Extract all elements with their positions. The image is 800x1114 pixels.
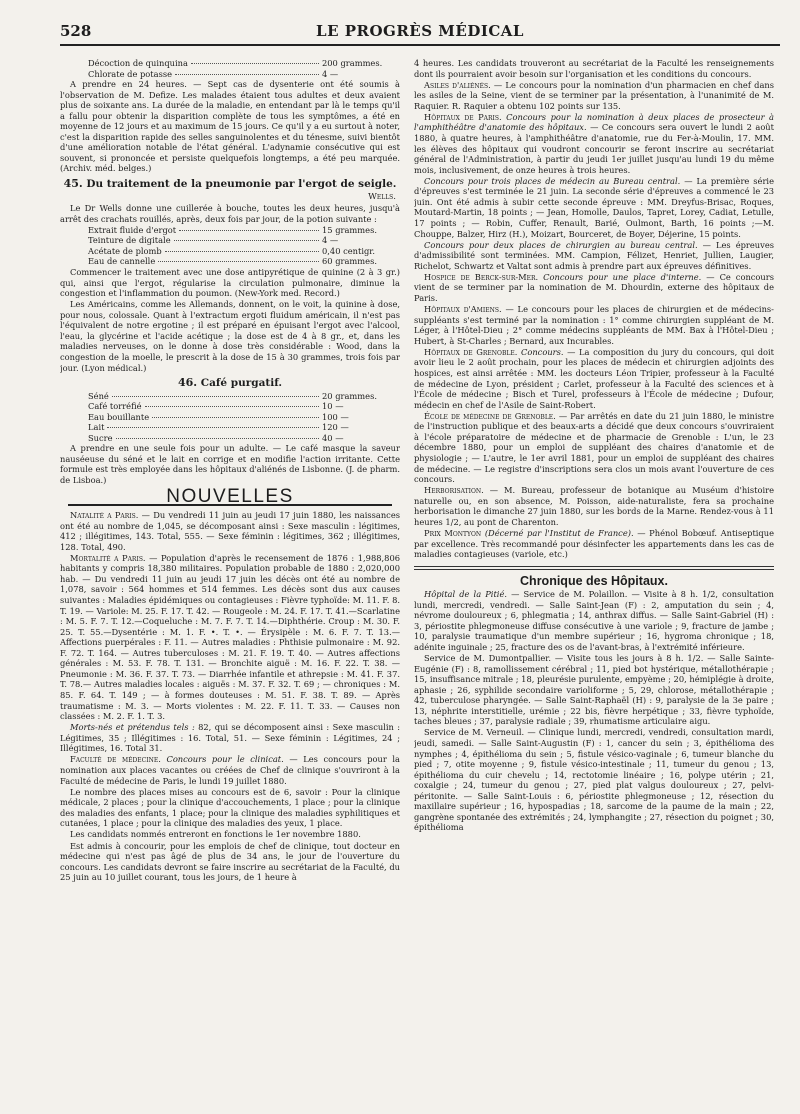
- right-column: [414, 58, 774, 1108]
- news-item: Le nombre des places mises au concours est de 6, savoir : Pour la clinique médicale, 2 places ; pour la clinique d'accouchements, 1 place ; pour la clinique des maladies des enfants, 1 place; pour la clinique des maladies syphilitiques et cutanées, 1 place ; pour la clinique des maladies des yeux, 1 place.: [60, 786, 400, 829]
- news-item: Hôpitaux d'Amiens. — Le concours pour les places de chirurgien et de médecins-suppléants s'est terminé par la nomination : 1° comme chirurgien suppléant de M. Léger, à l'Hôtel-Dieu ; 2° comme médecins suppléants de MM. Bax à l'Hôtel-Dieu ; Hubert, à St-Charles ; Bernard, aux Incurables.: [414, 304, 774, 346]
- paragraph: A prendre en 24 heures. — Sept cas de dysenterie ont été soumis à l'observation de M. Defize. Les malades étaient tous adultes et deux avaient plus de soixante ans. La durée de la maladie, en entendant par là le temps qu'il a fallu pour obtenir la disparition complète de tous les symptômes, a été en moyenne de 12 jours et au maximum de 15 jours. Ce qu'il y a eu surtout à noter, c'est la disparition rapide des selles sanguinolentes et du ténesme, suivi bientôt d'une amélioration notable de l'état général. L'adynamie consécutive qui est souvent, si prononcée et persiste quelquefois longtemps, a été peu marquée. (Archiv. méd. belges.): [60, 79, 400, 174]
- news-item: Natalité a Paris. — Du vendredi 11 juin au jeudi 17 juin 1880, les naissances ont été au nombre de 1,045, se décomposant ainsi : Sexe masculin : légitimes, 412 ; illégitimes, 143. Total, 555. — Sexe féminin : légitimes, 362 ; illégitimes, 128. Total, 490.: [60, 510, 400, 552]
- news-item: Morts-nés et prétendus tels : 82, qui se décomposent ainsi : Sexe masculin : Légitimes, 35 ; Illégitimes : 16. Total, 51. — Sexe féminin : Légitimes, 24 ; Illégitimes, 16. Total 31.: [60, 722, 400, 754]
- recipe-line: Chlorate de potasse 4 —: [88, 68, 339, 79]
- section-heading-45: 45. Du traitement de la pneumonie par l'ergot de seigle.: [63, 177, 397, 191]
- recipe-line: Séné 20 grammes.: [88, 390, 377, 401]
- news-item: Les candidats nommés entreront en fonctions le 1er novembre 1880.: [70, 829, 361, 840]
- recipe-1: [60, 58, 400, 79]
- paragraph: Commencer le traitement avec une dose antipyrétique de quinine (2 à 3 gr.) qui, ainsi que l'ergot, régularise la circulation pulmonaire, diminue la congestion et l'inflammation du poumon. (New-York med. Record.): [60, 266, 400, 299]
- chronique-title: Chronique des Hôpitaux.: [520, 573, 668, 588]
- recipe-3: [60, 391, 400, 444]
- section-author: Wells.: [368, 191, 396, 202]
- news-item: Concours pour deux places de chirurgien au bureau central. — Les épreuves d'admissibilité sont terminées. MM. Campion, Félizet, Henriet, Jullien, Laugier, Richelot, Schwartz et Valtat sont admis à prendre part aux épreuves définitives.: [414, 239, 774, 271]
- recipe-line: Sucre 40 —: [88, 432, 344, 443]
- recipe-line: Acétate de plomb 0,40 centigr.: [88, 245, 376, 256]
- recipe-line: Teinture de digitale 4 —: [88, 235, 339, 246]
- recipe-line: Décoction de quinquina 200 grammes.: [88, 58, 383, 68]
- news-item: 4 heures. Les candidats trouveront au secrétariat de la Faculté les renseignements dont ils pourraient avoir besoin sur l'organisation et les conditions du concours.: [414, 58, 774, 79]
- left-column: [60, 58, 400, 1108]
- paragraph: A prendre en une seule fois pour un adulte. — Le café masque la saveur nauséeuse du séné et le lait en corrige et en modifie l'action irritante. Cette formule est très employée dans les hôpitaux d'aliénés de Lisbonne. (J. de pharm. de Lisboa.): [60, 443, 400, 485]
- running-header: [60, 22, 780, 42]
- news-item: Asiles d'aliénés. — Le concours pour la nomination d'un pharmacien en chef dans les asiles de la Seine, vient de se terminer par la présentation, à l'unanimité de M. Raquier. R. Raquier a obtenu 102 points sur 135.: [414, 79, 774, 111]
- page-number: 528: [60, 22, 92, 40]
- recipe-line: Extrait fluide d'ergot 15 grammes.: [88, 224, 377, 235]
- paragraph: Les Américains, comme les Allemands, donnent, on le voit, la quinine à dose, pour nous, colossale. Quant à l'extractum ergoti fluidum américain, il n'est pas l'équivalent de notre ergotine ; il est préparé en épuisant l'ergot avec l'alcool, l'eau, la glycérine et l'acide acétique ; la dose est de 4 à 8 gr., et, dans les maladies nerveuses, on le donne à dose très considérable : Wood, dans la congestion de la moelle, le prescrit à la dose de 15 à 30 grammes, trois fois par jour. (Lyon médical.): [60, 299, 400, 373]
- section-heading-46: 46. Café purgatif.: [177, 376, 283, 390]
- recipe-line: Lait 120 —: [88, 422, 349, 433]
- news-item: Herborisation. — M. Bureau, professeur de botanique au Muséum d'histoire naturelle ou, en son absence, M. Poisson, aide-naturaliste, fera sa prochaine herborisation le dimanche 27 juin 1880, sur les bords de la Marne. Rendez-vous à 11 heures 1/2, au pont de Charenton.: [414, 485, 774, 527]
- news-item: Concours pour trois places de médecin au Bureau central. — La première série d'épreuves s'est terminée le 21 juin. La seconde série d'épreuves a commencé le 23 juin. Ont été admis à subir cette seconde épreuve : MM. Dreyfus-Brisac, Roques, Moutard-Martin, 18 points ; — Jean, Homolle, Daulos, Tapret, Lorey, Cadiat, Letulle, 17 points ; — Robin, Cuffer, Renault, Barié, Oulmont, Barth, 16 points ;—M. Chouppe, Balzer, Hirz (H.), Moizart, Bourceret, de Boyer, Déjerine, 15 points.: [414, 175, 774, 239]
- news-item: Est admis à concourir, pour les emplois de chef de clinique, tout docteur en médecine qui n'est pas âgé de plus de 34 ans, le jour de l'ouverture du concours. Les candidats devront se faire inscrire au secrétariat de la Faculté, du 25 juin au 10 juillet courant, tous les jours, de 1 heure à: [60, 840, 400, 883]
- news-item: École de médecine de Grenoble. — Par arrêtés en date du 21 juin 1880, le ministre de l'instruction publique et des beaux-arts a décidé que deux concours s'ouvriraient à l'école préparatoire de médecine et de pharmacie de Grenoble : L'un, le 23 décembre 1880, pour un emploi de suppléant des chaires d'anatomie et de physiologie ; — L'autre, le 1er avril 1881, pour un emploi de suppléant des chaires de médecine. — Le registre d'inscriptions sera clos un mois avant l'ouverture de ces concours.: [414, 410, 774, 485]
- section-rule: [414, 566, 774, 570]
- hospital-item: Service de M. Dumontpallier. — Visite tous les jours à 8 h. 1/2. — Salle Sainte-Eugénie (F) : 8, ramollissement cérébral ; 11, pied bot hystérique, métallothérapie ; 15, insuffisance mitrale ; 18, pleurésie purulente, empyème ; 20, hémiplégie à droite, aphasie ; 26, syphilide secondaire varioliforme ; 5, 29, chlorose, métallothérapie ; 42, tuberculose pharyngée. — Salle Saint-Raphaël (H) : 9, paralysie de la 3e paire ; 13, néphrite interstitielle, urémie ; 22 bis, fièvre herpétique ; 33, fièvre typhoïde, taches bleues ; 37, paralysie radiale ; 39, rhumatisme articulaire aigu.: [414, 653, 774, 727]
- header-rule: [60, 44, 780, 46]
- news-item: Mortalité a Paris. — Population d'après le recensement de 1876 : 1,988,806 habitants y compris 18,380 militaires. Population probable de 1880 : 2,020,000 hab. — Du vendredi 11 juin au jeudi 17 juin les décès ont été au nombre de 1,078, savoir : 564 hommes et 514 femmes. Les décès sont dus aux causes suivantes : Maladies épidémiques ou contagieuses : Fièvre typhoïde: M. 11. F. 8. T. 19. — Variole: M. 25. F. 17. T. 42. — Rougeole : M. 24. F. 17. T. 41.—Scarlatine : M. 5. F. 7. T. 12.—Coqueluche : M. 7. F. 7. T. 14.—Diphthérie. Croup : M. 30. F. 25. T. 55.—Dysentérie : M. 1. F. •. T. •. — Érysipèle : M. 6. F. 7. T. 13.—Affections puerpérales : F. 11. — Autres maladies : Phthisie pulmonaire : M. 92. F. 72. T. 164. — Autres tuberculoses : M. 21. F. 19. T. 40. — Autres affections générales : M. 53. F. 78. T. 131. — Bronchite aiguë : M. 16. F. 22. T. 38. — Pneumonie : M. 36. F. 37. T. 73. — Diarrhée infantile et athrepsie : M. 41. F. 37. T. 78.— Autres maladies locales : aiguës : M. 37. F. 32. T. 69 ; — chroniques : M. 85. F. 64. T. 149 ; — à formes douteuses : M. 51. F. 38. T. 89. — Après traumatisme : M. 3. — Morts violentes : M. 22. F. 11. T. 33. — Causes non classées : M. 2. F. 1. T. 3.: [60, 552, 400, 722]
- recipe-line: Café torréfié 10 —: [88, 401, 344, 412]
- news-item: Hôpitaux de Grenoble. Concours. — La composition du jury du concours, qui doit avoir lieu le 2 août prochain, pour les places de médecin et chirurgien adjoints des hospices, est ainsi arrêtée : MM. les docteurs Léon Tripier, professeur à la Faculté de médecine de Lyon, président ; Carlet, professeur à la Faculté des sciences et à l'École de médecine ; Bisch et Turel, professeurs à l'École de médecine ; Dufour, médecin en chef de l'Asile de Saint-Robert.: [414, 346, 774, 410]
- recipe-2: [60, 225, 400, 267]
- hospital-item: Hôpital de la Pitié. — Service de M. Polaillon. — Visite à 8 h. 1/2, consultation lundi, mercredi, vendredi. — Salle Saint-Jean (F) : 2, amputation du sein ; 4, névrome douloureux ; 6, phlegmatia ; 14, anthrax diffus. — Salle Saint-Gabriel (H) : 3, périostite phlegmoneuse diffuse consécutive à une variole ; 9, fracture de jambe ; 10, paralysie traumatique d'un membre supérieur ; 16, hygroma chronique ; 18, adénite inguinale ; 25, fracture des os de l'avant-bras, à l'extrémité inférieure.: [414, 589, 774, 652]
- news-item: Hospice de Berck-sur-Mer. Concours pour une place d'interne. — Ce concours vient de se terminer par la nomination de M. Dhourdin, externe des hôpitaux de Paris.: [414, 271, 774, 303]
- recipe-line: Eau bouillante 100 —: [88, 411, 349, 422]
- journal-title: LE PROGRÈS MÉDICAL: [316, 22, 524, 40]
- hospital-item: Service de M. Verneuil. — Clinique lundi, mercredi, vendredi, consultation mardi, jeudi, samedi. — Salle Saint-Augustin (F) : 1, cancer du sein ; 3, épithélioma des nymphes ; 4, épithélioma du sein ; 5, fistule vésico-vaginale ; 6, tumeur blanche du pied ; 7, otite moyenne ; 9, fistule vésico-intestinale ; 11, tumeur du genou ; 13, épithélioma du cuir chevelu ; 14, rectotomie linéaire ; 16, polype utérin ; 21, coxalgie ; 24, tumeur du genou ; 27, pied plat valgus douloureux ; 27, pelvi-péritonite. — Salle Saint-Louis : 6, périostite phlegmoneuse ; 12, résection du maxillaire supérieur ; 16, hypospadias ; 18, sarcome de la paume de la main ; 22, gangrène spontanée des extrémités ; 24, lymphangite ; 27, résection du poignet ; 30, épithélioma: [414, 727, 774, 833]
- paragraph: Le Dr Wells donne une cuillerée à bouche, toutes les deux heures, jusqu'à arrêt des crachats rouillés, après, deux fois par jour, de la potion suivante :: [60, 203, 400, 224]
- news-item: Faculté de médecine. Concours pour le clinicat. — Les concours pour la nomination aux places vacantes ou créées de Chef de clinique s'ouvriront à la Faculté de médecine de Paris, le lundi 19 juillet 1880.: [60, 754, 400, 786]
- recipe-line: Eau de cannelle 60 grammes.: [88, 256, 377, 267]
- news-item: Prix Montyon (Décerné par l'Institut de France). — Phénol Bobœuf. Antiseptique par excellence. Très recommandé pour désinfecter les appartements dans les cas de maladies contagieuses (variole, etc.): [414, 528, 774, 560]
- nouvelles-title: NOUVELLES: [166, 485, 294, 507]
- news-item: Hôpitaux de Paris. Concours pour la nomination à deux places de prosecteur à l'amphithéâtre d'anatomie des hôpitaux. — Ce concours sera ouvert le lundi 2 août 1880, à quatre heures, à l'amphithéâtre d'anatomie, rue du Fer-à-Moulin, 17. MM. les élèves des hôpitaux qui voudront concourir se feront inscrire au secrétariat général de l'Administration, à partir du jeudi 1er juillet jusqu'au lundi 19 du même mois, inclusivement, de onze heures à trois heures.: [414, 111, 774, 175]
